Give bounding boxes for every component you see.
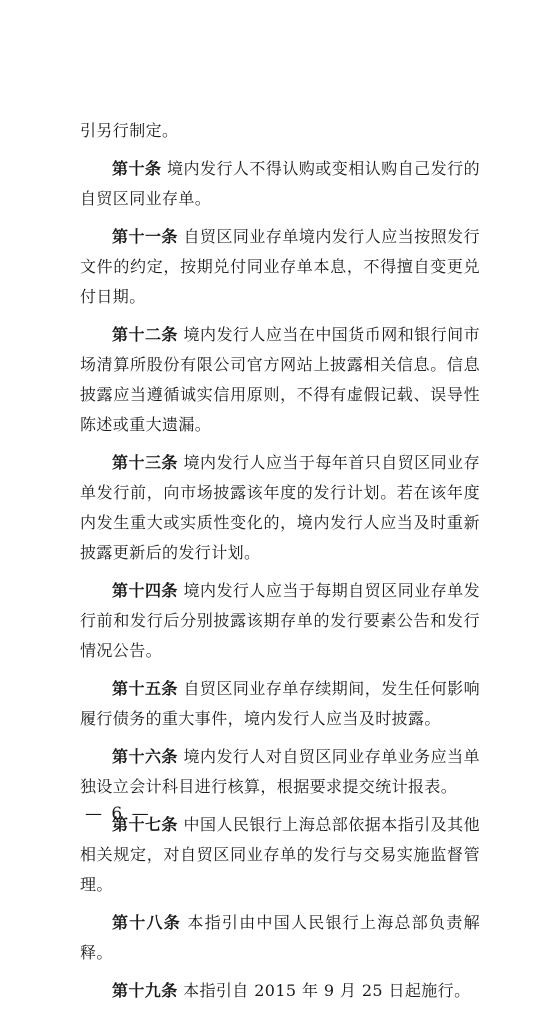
article-number: 第十二条 bbox=[112, 325, 178, 344]
article-11 bbox=[80, 222, 480, 312]
article-number: 第十七条 bbox=[112, 815, 178, 834]
article-number: 第十一条 bbox=[112, 227, 178, 246]
article-16 bbox=[80, 742, 480, 802]
page-number: — 6 — bbox=[85, 804, 151, 824]
article-12 bbox=[80, 320, 480, 440]
article-text: 自贸区同业存单境内发行人应当按照发行文件的约定，按期兑付同业存单本息，不得擅自变更兑付日期。 bbox=[80, 227, 481, 306]
article-13 bbox=[80, 448, 480, 568]
article-text: 自贸区同业存单存续期间，发生任何影响履行债务的重大事件，境内发行人应当及时披露。 bbox=[80, 679, 481, 728]
article-number: 第十六条 bbox=[112, 747, 178, 766]
article-19 bbox=[80, 976, 480, 1006]
article-text: 境内发行人应当在中国货币网和银行间市场清算所股份有限公司官方网站上披露相关信息。信息披露应当遵循诚实信用原则，不得有虚假记载、误导性陈述或重大遗漏。 bbox=[80, 325, 481, 434]
article-text: 中国人民银行上海总部依据本指引及其他相关规定，对自贸区同业存单的发行与交易实施监督管理。 bbox=[80, 815, 481, 894]
article-text: 本指引由中国人民银行上海总部负责解释。 bbox=[80, 913, 480, 962]
article-18 bbox=[80, 908, 480, 968]
article-15 bbox=[80, 674, 480, 734]
article-text: 境内发行人应当于每年首只自贸区同业存单发行前，向市场披露该年度的发行计划。若在该年度内发生重大或实质性变化的，境内发行人应当及时重新披露更新后的发行计划。 bbox=[80, 453, 481, 562]
article-text: 境内发行人应当于每期自贸区同业存单发行前和发行后分别披露该期存单的发行要素公告和发行情况公告。 bbox=[80, 581, 481, 660]
article-14 bbox=[80, 576, 480, 666]
continuation-text: 引另行制定。 bbox=[80, 121, 179, 140]
article-text: 本指引自 2015 年 9 月 25 日起施行。 bbox=[183, 981, 471, 1000]
article-number: 第十四条 bbox=[112, 581, 178, 600]
article-number: 第十九条 bbox=[112, 981, 178, 1000]
article-number: 第十条 bbox=[112, 159, 162, 178]
article-number: 第十五条 bbox=[112, 679, 178, 698]
article-text: 境内发行人对自贸区同业存单业务应当单独设立会计科目进行核算，根据要求提交统计报表。 bbox=[80, 747, 481, 796]
article-number: 第十三条 bbox=[112, 453, 178, 472]
document-body bbox=[80, 116, 480, 1014]
article-text: 境内发行人不得认购或变相认购自己发行的自贸区同业存单。 bbox=[80, 159, 480, 208]
article-number: 第十八条 bbox=[112, 913, 182, 932]
article-10 bbox=[80, 154, 480, 214]
